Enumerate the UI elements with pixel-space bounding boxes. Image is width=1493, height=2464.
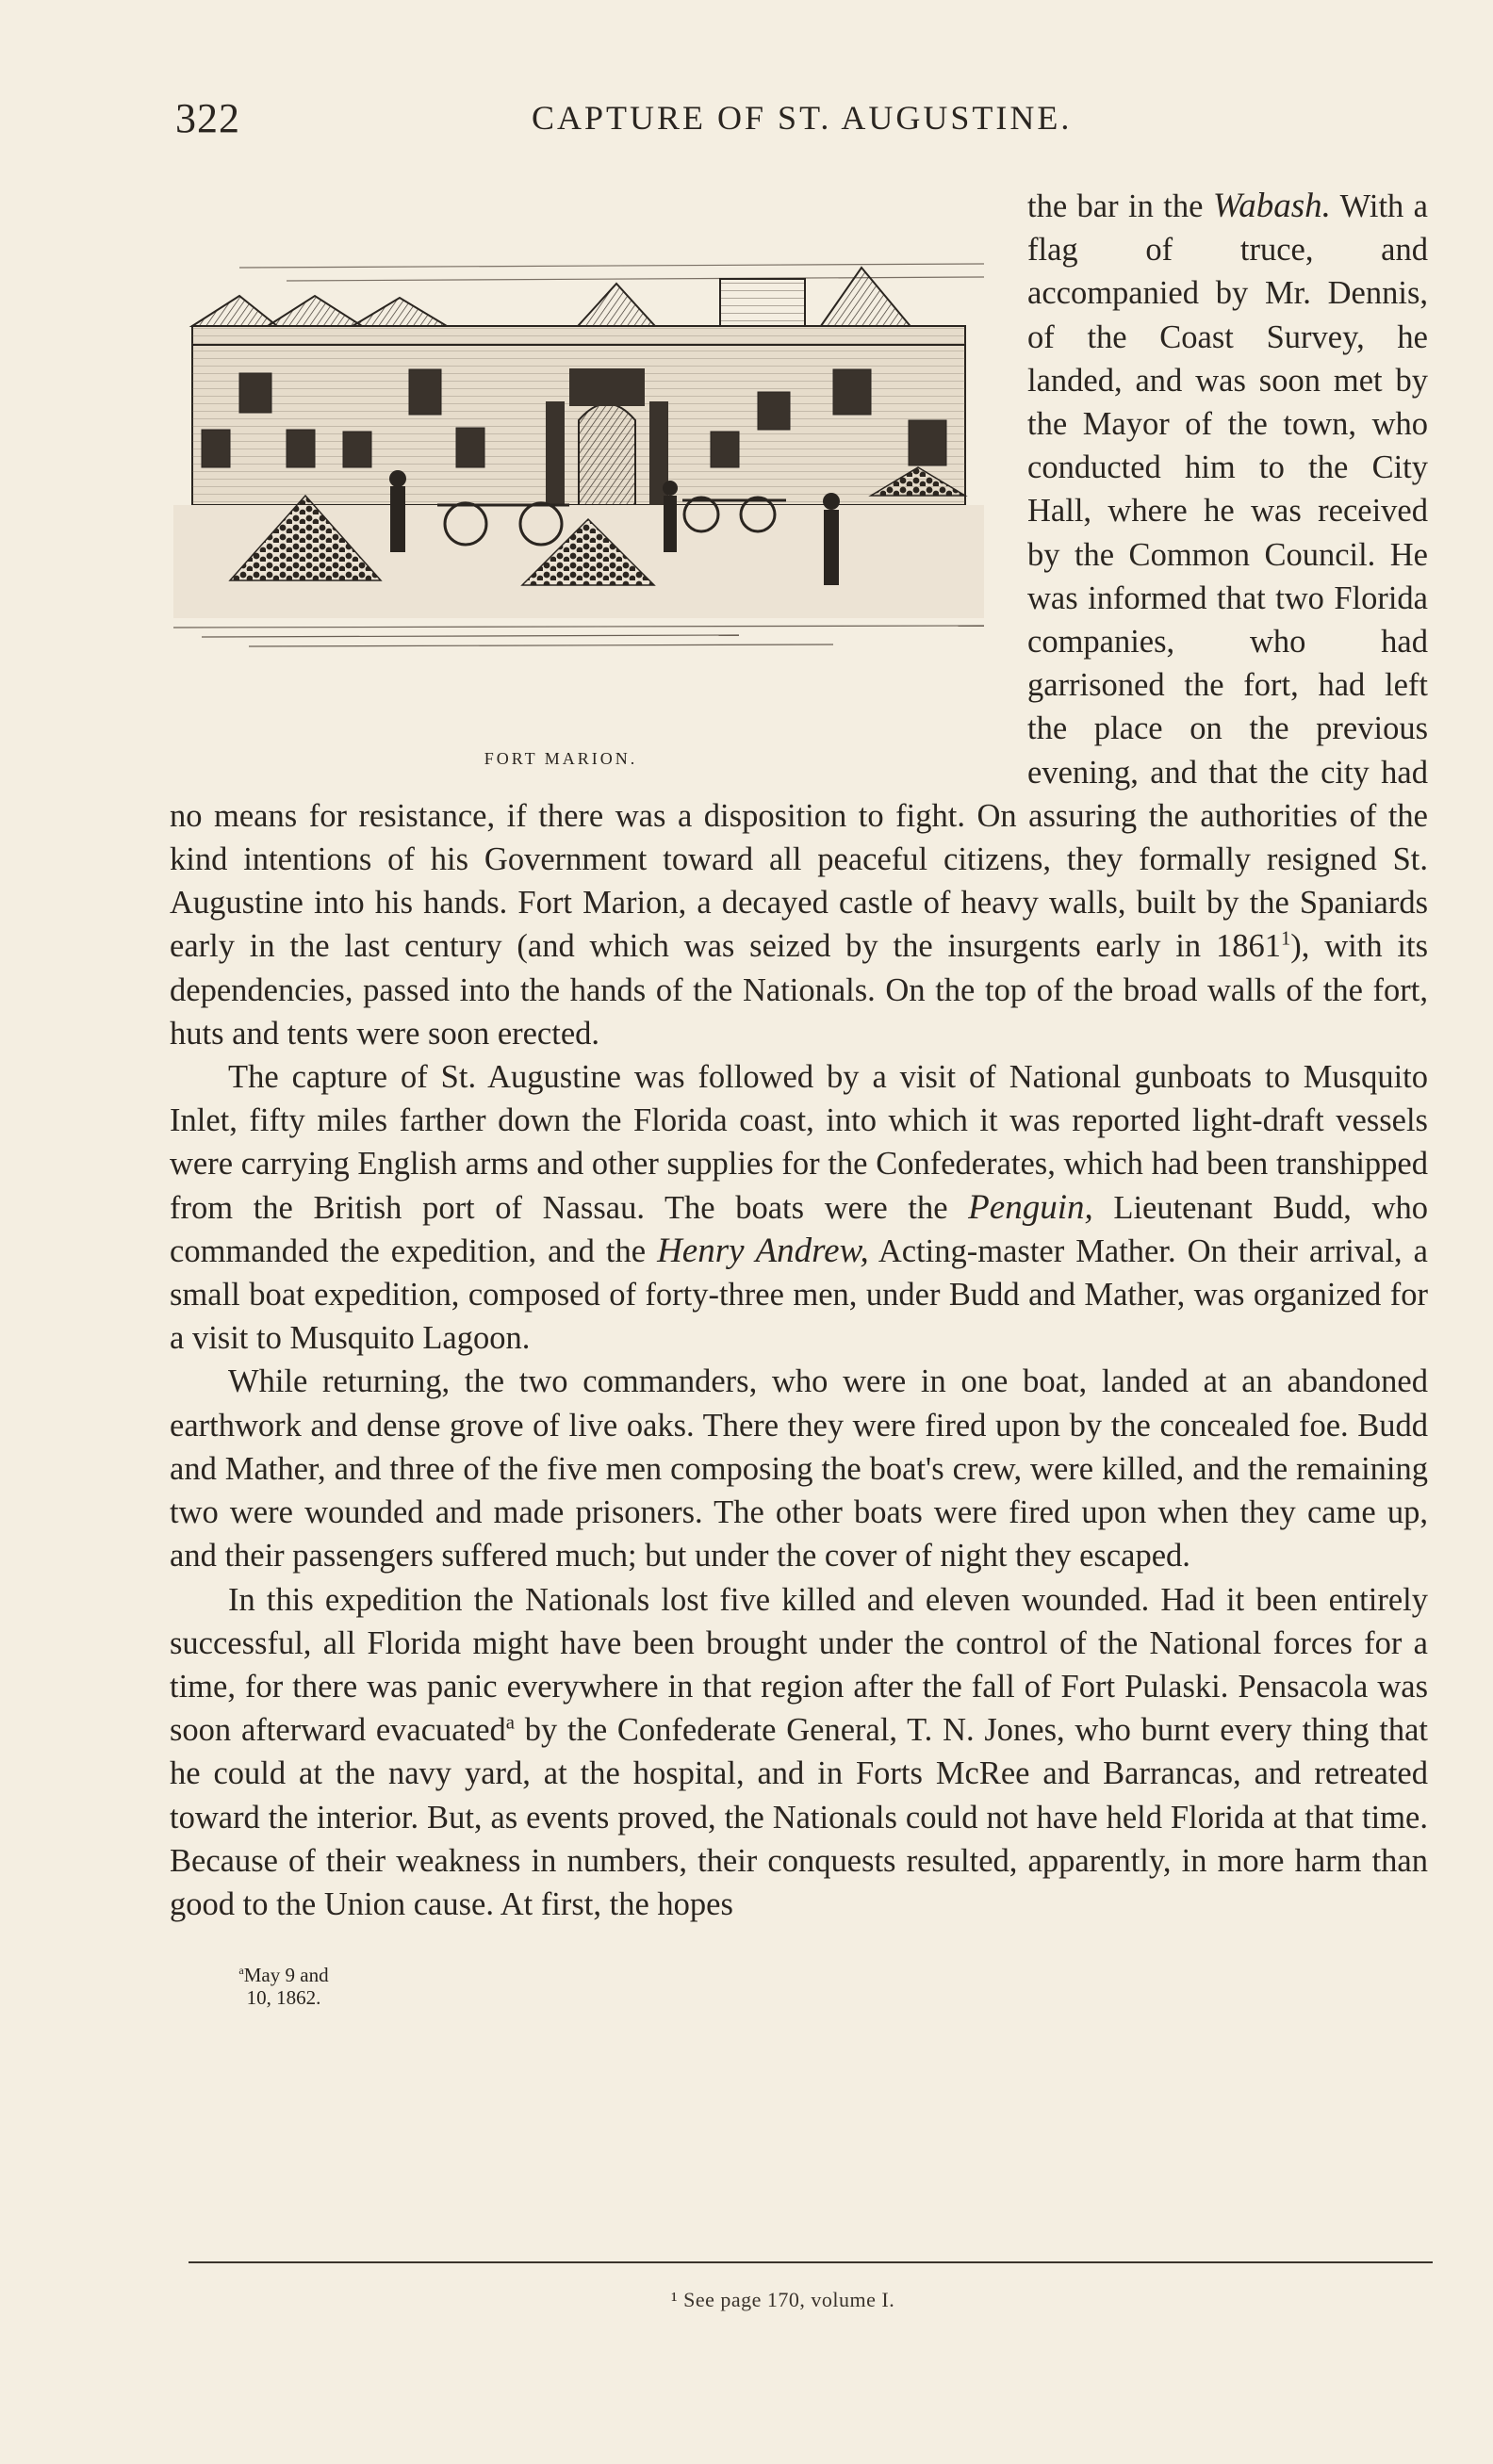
p4-text-a: In this expedition the Nationals lost five killed and eleven wounded. Had it been entirely successful, all Florida might have been brought under the control of the National forces for a time, for there was panic everywhere in that region after the fall of Fort Pulaski. Pensacola was soon afterward evacuated bbox=[170, 1581, 1428, 1749]
marginal-ref-a: a bbox=[505, 1712, 515, 1734]
body-text bbox=[170, 185, 1428, 1926]
ship-name-henry-andrew: Henry Andrew, bbox=[657, 1231, 869, 1270]
paragraph-2 bbox=[170, 1055, 1428, 1360]
p2-text-c: Acting-master Mather. On their arrival, a small boat expedition, composed of forty-three men, under Budd and Mather, was organized for a visit to Musquito Lagoon. bbox=[170, 1232, 1428, 1357]
p4-text-b: by the Confederate General, T. N. Jones, who burnt every thing that he could at the navy yard, at the hospital, and in Forts McRee and Barrancas, and retreated toward the interior. But, as events proved, the Nationals could not have held Florida at that time. Because of their weakness in numbers, their conquests resulted, apparently, in more harm than good to the Union cause. At first, the hopes bbox=[170, 1712, 1428, 1922]
page-header bbox=[173, 90, 1433, 147]
marginal-note-text bbox=[213, 1959, 354, 2009]
ship-name-wabash: Wabash. bbox=[1212, 187, 1331, 225]
footnote-ref-1: 1 bbox=[1280, 928, 1291, 950]
marginal-line-1: May 9 and bbox=[243, 1964, 329, 1986]
marginal-note bbox=[170, 1959, 368, 2040]
p1-text-b: With a flag of truce, and accompanied by Mr. Dennis, of the Coast Survey, he landed, and was soon met by the Mayor of the town, who conducted him to the City Hall, where he was received by the Common Council. He was informed that two Florida companies, who had garrisoned the fort, had left the place on the previous evening, and that the city had no means for resistance, if there was a disposition to fight. On assuring the authorities of the kind intentions of his Government toward all peaceful citizens, they formally resigned St. Augustine into his hands. Fort Marion, a decayed castle of heavy walls, built by the Spaniards early in the last century (and which was seized by the insurgents early in 1861 bbox=[170, 188, 1428, 965]
marginal-line-2: 10, 1862. bbox=[246, 1986, 321, 2009]
p2-text-a: The capture of St. Augustine was followed by a visit of National gunboats to Musquito Inlet, fifty miles farther down the Florida coast, into which it was reported light-draft vessels were carrying English arms and other supplies for the Confederates, which had been transhipped from the British port of Nassau. The boats were the bbox=[170, 1059, 1428, 1226]
p2-text-b: Lieutenant Budd, who commanded the expedition, and the bbox=[170, 1189, 1428, 1269]
marginal-mark: a bbox=[238, 1964, 244, 1977]
p1-text-a: the bar in the bbox=[1027, 188, 1213, 224]
paragraph-4 bbox=[170, 1578, 1428, 1927]
fort-marion-illustration bbox=[170, 185, 1007, 768]
page-number: 322 bbox=[175, 95, 240, 141]
figure-caption: FORT MARION. bbox=[484, 749, 638, 768]
paragraph-1 bbox=[170, 185, 1428, 1055]
footnote: ¹ See page 170, volume I. bbox=[671, 2288, 895, 2311]
p1-text-c: ), with its dependencies, passed into the hands of the Nationals. On the top of the broad walls of the fort, huts and tents were soon erected. bbox=[170, 928, 1428, 1052]
paragraph-3: While returning, the two commanders, who were in one boat, landed at an abandoned earthwork and dense grove of live oaks. There they were fired upon by the concealed foe. Budd and Mather, and three of the five men composing the boat's crew, were killed, and the remaining two were wounded and made prisoners. The other boats were fired upon when they came up, and their passengers suffered much; but under the cover of night they escaped. bbox=[170, 1363, 1428, 1575]
footnote-rule bbox=[189, 2261, 1433, 2263]
running-title: CAPTURE OF ST. AUGUSTINE. bbox=[532, 99, 1073, 137]
fort-marion-engraving bbox=[173, 185, 984, 731]
ship-name-penguin: Penguin, bbox=[968, 1187, 1093, 1227]
